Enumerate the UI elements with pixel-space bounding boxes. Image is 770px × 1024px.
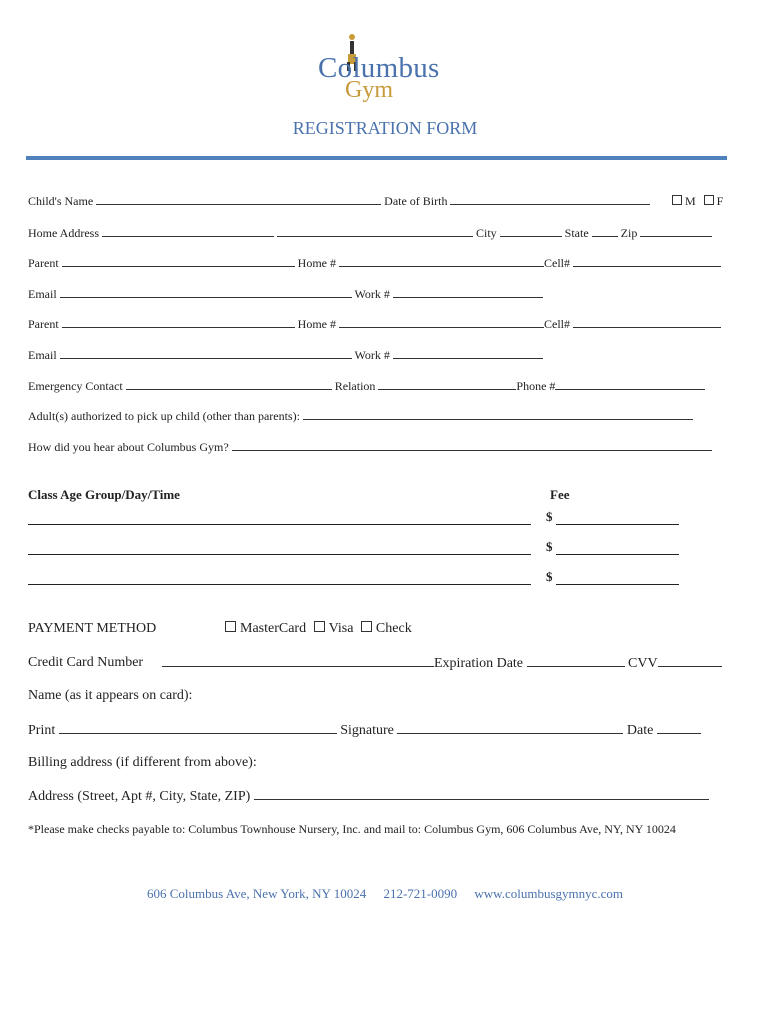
signature-field[interactable] bbox=[397, 722, 623, 734]
fee-field-3[interactable] bbox=[556, 570, 679, 585]
parent-field[interactable] bbox=[62, 256, 295, 267]
class-header: Class Age Group/Day/Time bbox=[28, 487, 180, 502]
fee-dollar-2: $ bbox=[546, 539, 553, 554]
cell-field[interactable] bbox=[573, 317, 721, 328]
class-line-3[interactable] bbox=[28, 570, 531, 585]
fee-dollar-3: $ bbox=[546, 569, 553, 584]
phone-field[interactable] bbox=[555, 379, 705, 390]
parent-row-1 bbox=[28, 256, 721, 271]
page-title: REGISTRATION FORM bbox=[292, 118, 478, 138]
work-num-field[interactable] bbox=[393, 287, 543, 298]
city-label: City bbox=[476, 226, 497, 240]
print-label: Print bbox=[28, 723, 56, 738]
emergency-contact-field[interactable] bbox=[126, 379, 332, 390]
fee-header: Fee bbox=[550, 487, 570, 502]
payment-method-label: PAYMENT METHOD bbox=[28, 621, 157, 636]
fee-field-2[interactable] bbox=[556, 540, 679, 555]
dob-label: Date of Birth bbox=[384, 194, 448, 208]
emergency-contact-label: Emergency Contact bbox=[28, 379, 123, 393]
print-field[interactable] bbox=[59, 722, 337, 734]
visa-checkbox[interactable] bbox=[314, 621, 325, 632]
home-address-field-2[interactable] bbox=[277, 226, 473, 237]
authorized-field[interactable] bbox=[303, 409, 693, 420]
mastercard-label: MasterCard bbox=[240, 621, 307, 636]
childs-name-label: Child's Name bbox=[28, 194, 94, 208]
parent-row-2 bbox=[28, 317, 721, 332]
cell-label: Cell# bbox=[543, 317, 570, 331]
home-address-field[interactable] bbox=[102, 226, 274, 237]
cvv-label: CVV bbox=[628, 656, 658, 671]
credit-card-row bbox=[162, 655, 722, 672]
visa-label: Visa bbox=[328, 621, 354, 636]
work-num-field[interactable] bbox=[393, 348, 543, 359]
title-divider bbox=[26, 156, 727, 160]
email-row-1 bbox=[28, 287, 543, 302]
check-label: Check bbox=[375, 621, 412, 636]
male-label: M bbox=[685, 194, 696, 208]
gender-options bbox=[672, 194, 723, 209]
email-field[interactable] bbox=[60, 348, 352, 359]
credit-card-number-field[interactable] bbox=[162, 655, 434, 667]
phone-label: Phone # bbox=[516, 379, 556, 393]
parent-field[interactable] bbox=[62, 317, 295, 328]
authorized-row bbox=[28, 409, 693, 424]
female-label: F bbox=[716, 194, 724, 208]
email-label: Email bbox=[28, 348, 57, 362]
work-num-label: Work # bbox=[354, 348, 390, 362]
expiration-field[interactable] bbox=[527, 655, 625, 667]
childs-name-row bbox=[28, 194, 650, 209]
work-num-label: Work # bbox=[354, 287, 390, 301]
fee-field-1[interactable] bbox=[556, 510, 679, 525]
parent-label: Parent bbox=[28, 256, 59, 270]
relation-label: Relation bbox=[334, 379, 376, 393]
home-num-field[interactable] bbox=[339, 317, 544, 328]
cvv-field[interactable] bbox=[658, 655, 722, 667]
mastercard-checkbox[interactable] bbox=[225, 621, 236, 632]
footer-phone: 212-721-0090 bbox=[383, 886, 458, 901]
date-label: Date bbox=[626, 723, 654, 738]
emergency-row bbox=[28, 379, 705, 394]
dob-field[interactable] bbox=[450, 194, 650, 205]
address-row bbox=[28, 788, 709, 805]
class-line-2[interactable] bbox=[28, 540, 531, 555]
male-checkbox[interactable] bbox=[672, 195, 682, 205]
home-address-label: Home Address bbox=[28, 226, 99, 240]
authorized-label: Adult(s) authorized to pick up child (other than parents): bbox=[28, 409, 300, 423]
class-line-1[interactable] bbox=[28, 510, 531, 525]
billing-address-label: Billing address (if different from above): bbox=[28, 755, 257, 770]
footer-website-link[interactable]: www.columbusgymnyc.com bbox=[474, 886, 624, 901]
zip-label: Zip bbox=[620, 226, 638, 240]
cell-label: Cell# bbox=[543, 256, 570, 270]
city-field[interactable] bbox=[500, 226, 562, 237]
footer-address: 606 Columbus Ave, New York, NY 10024 bbox=[146, 886, 367, 901]
state-label: State bbox=[564, 226, 589, 240]
email-label: Email bbox=[28, 287, 57, 301]
credit-card-number-label: Credit Card Number bbox=[28, 655, 144, 670]
home-address-row bbox=[28, 226, 712, 241]
payment-options bbox=[225, 621, 412, 637]
home-num-label: Home # bbox=[297, 317, 336, 331]
referral-label: How did you hear about Columbus Gym? bbox=[28, 440, 229, 454]
referral-row bbox=[28, 440, 712, 455]
name-on-card-label: Name (as it appears on card): bbox=[28, 688, 193, 703]
address-label: Address (Street, Apt #, City, State, ZIP) bbox=[28, 789, 251, 804]
referral-field[interactable] bbox=[232, 440, 712, 451]
print-row bbox=[28, 722, 701, 739]
cell-field[interactable] bbox=[573, 256, 721, 267]
female-checkbox[interactable] bbox=[704, 195, 714, 205]
check-checkbox[interactable] bbox=[361, 621, 372, 632]
state-field[interactable] bbox=[592, 226, 618, 237]
home-num-field[interactable] bbox=[339, 256, 544, 267]
home-num-label: Home # bbox=[297, 256, 336, 270]
logo-wordmark-gym: Gym bbox=[345, 77, 393, 103]
date-field[interactable] bbox=[657, 722, 701, 734]
fee-dollar-1: $ bbox=[546, 509, 553, 524]
zip-field[interactable] bbox=[640, 226, 712, 237]
expiration-label: Expiration Date bbox=[434, 656, 524, 671]
childs-name-field[interactable] bbox=[96, 194, 381, 205]
footer-contact bbox=[0, 886, 770, 902]
logo-wordmark-columbus: Columbus bbox=[318, 52, 440, 84]
address-field[interactable] bbox=[254, 788, 709, 800]
parent-label: Parent bbox=[28, 317, 59, 331]
signature-label: Signature bbox=[340, 723, 394, 738]
email-row-2 bbox=[28, 348, 543, 363]
payment-note: *Please make checks payable to: Columbus Townhouse Nursery, Inc. and mail to: Columbus Gym, 606 Columbus Ave, NY, NY 10024 bbox=[28, 822, 676, 836]
relation-field[interactable] bbox=[378, 379, 516, 390]
email-field[interactable] bbox=[60, 287, 352, 298]
